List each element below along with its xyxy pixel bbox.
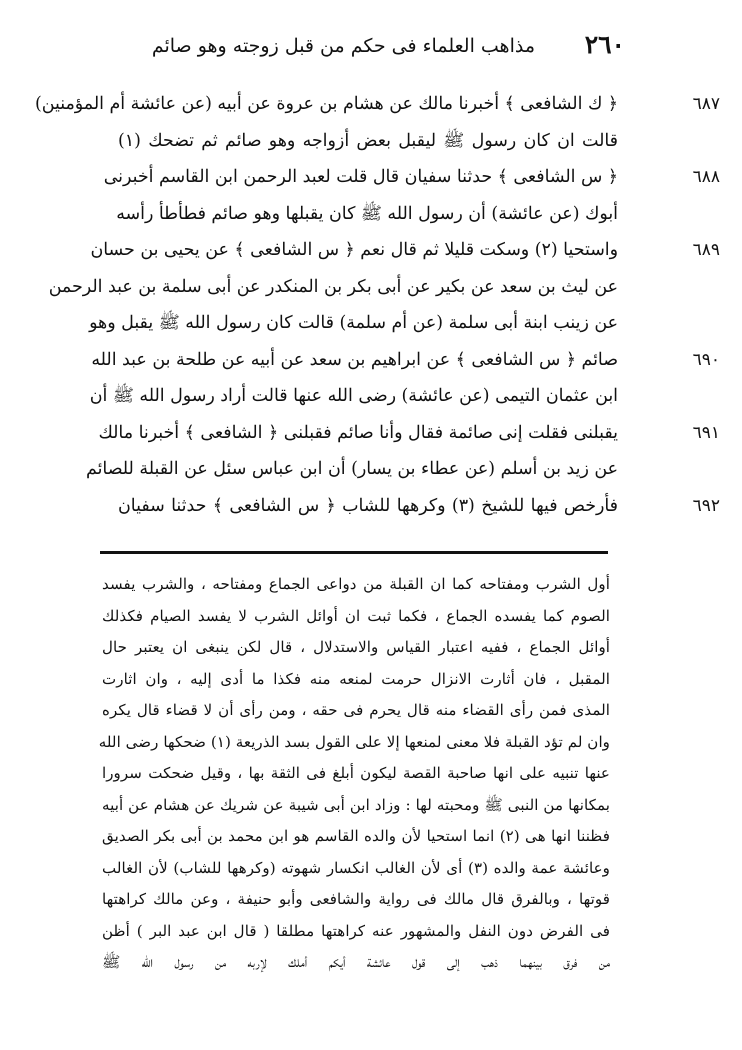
text-line <box>20 123 720 160</box>
line-text: عن ليث بن سعد عن بكير عن أبى بكر بن المنكدر عن أبى سلمة بن عبد الرحمن <box>48 276 618 297</box>
hadith-number: ٦٩٠ <box>692 349 720 370</box>
text-line <box>20 451 720 488</box>
footnote-line: الصوم كما يفسده الجماع ، فكما ثبت ان أوائل الشرب لا يفسد الصيام فكذلك <box>102 606 610 625</box>
hadith-number: ٦٨٨ <box>692 167 720 187</box>
hadith-number: ٦٨٧ <box>692 94 720 114</box>
footnotes <box>98 569 610 979</box>
footnote-line: وعائشة عمة والده (٣) أى لأن الغالب انكسار شهوته (وكرهها للشاب) لأن الغالب <box>102 858 610 877</box>
running-title: مذاهب العلماء فى حكم من قبل زوجته وهو صائم <box>151 35 535 57</box>
line-text: ابن عثمان التيمى (عن عائشة) رضى الله عنها قالت أراد رسول الله ﷺ أن <box>89 386 618 406</box>
line-text: صائم ﴿ س الشافعى ﴾ عن ابراهيم بن سعد عن أبيه عن طلحة بن عبد الله <box>91 349 618 370</box>
line-text: ﴿ س الشافعى ﴾ حدثنا سفيان قال قلت لعبد الرحمن ابن القاسم أخبرنى <box>103 167 618 187</box>
line-text: واستحيا (٢) وسكت قليلا ثم قال نعم ﴿ س الشافعى ﴾ عن يحيى بن حسان <box>90 240 618 260</box>
footnote-line: فظننا انها هى (٢) انما استحيا لأن والده القاسم هو ابن محمد بن أبى بكر الصديق <box>102 827 610 845</box>
footnote-line: المقبل ، فان أثارت الانزال حرمت لمنعه منه فكذا ما أدى إليه ، وان اثارت <box>102 669 610 688</box>
text-line <box>20 269 720 306</box>
text-line <box>20 86 720 123</box>
hadith-number: ٦٩٢ <box>692 495 720 516</box>
footnote-line: المذى فمن رأى القضاء منه قال يحرم فى حقه ، ومن رأى أن لا قضاء قال يكره <box>102 701 610 719</box>
footnote-line: فى الفرض دون النفل والمشهور عنه كراهتها مطلقا ( قال ابن عبد البر ) أظن <box>102 921 610 940</box>
footnote-line: أول الشرب ومفتاحه كما ان القبلة من دواعى الجماع ومفتاحه ، والشرب يفسد <box>102 575 610 593</box>
main-text <box>20 86 720 524</box>
page-number: ٢٦٠ <box>584 30 625 59</box>
line-text: عن زيد بن أسلم (عن عطاء بن يسار) أن ابن عباس سئل عن القبلة للصائم <box>86 459 618 479</box>
text-line <box>20 488 720 525</box>
text-line <box>20 305 720 342</box>
footnote-line: وان لم تؤد القبلة فلا معنى لمنعها إلا على القول بسد الذريعة (١) ضحكها رضى الله <box>98 732 610 751</box>
text-line <box>20 415 720 452</box>
footnote-line: بمكانها من النبى ﷺ ومحبته لها : وزاد ابن أبى شيبة عن شريك عن هشام عن أبيه <box>102 795 610 814</box>
text-line <box>20 378 720 415</box>
text-line <box>20 342 720 379</box>
footnote-separator <box>100 551 608 554</box>
line-text: أبوك (عن عائشة) أن رسول الله ﷺ كان يقبلها وهو صائم فطأطأ رأسه <box>116 203 618 224</box>
line-text: ﴿ ك الشافعى ﴾ أخبرنا مالك عن هشام بن عروة عن أبيه (عن عائشة أم المؤمنين) <box>34 94 618 114</box>
text-line <box>20 159 720 196</box>
line-text: قالت ان كان رسول ﷺ ليقبل بعض أزواجه وهو صائم ثم تضحك (١) <box>118 130 618 151</box>
hadith-number: ٦٨٩ <box>692 240 720 260</box>
line-text: يقبلنى فقلت إنى صائمة فقال وأنا صائم فقبلنى ﴿ الشافعى ﴾ أخبرنا مالك <box>98 422 618 443</box>
line-text: فأرخص فيها للشيخ (٣) وكرهها للشاب ﴿ س الشافعى ﴾ حدثنا سفيان <box>118 495 618 516</box>
text-line <box>20 196 720 233</box>
line-text: عن زينب ابنة أبى سلمة (عن أم سلمة) قالت كان رسول الله ﷺ يقبل وهو <box>89 313 618 333</box>
footnote-line: قوتها ، وبالفرق قال مالك فى رواية والشافعى وأبو حنيفة ، وعن مالك كراهتها <box>102 890 610 908</box>
text-line <box>20 232 720 269</box>
footnote-line: من فرق بينهما ذهب إلى قول عائشة أيكم أملك لإربه من رسول الله ﷺ <box>102 953 610 971</box>
footnote-line: أوائل الجماع ، ففيه اعتبار القياس والاستدلال ، قال لكن ينبغى ان يعتبر حال <box>102 638 610 656</box>
footnote-line: عنها تنبيه على انها صاحبة القصة ليكون أبلغ فى الثقة بها ، وقيل ضحكت سرورا <box>102 764 610 782</box>
page-header <box>120 30 625 64</box>
hadith-number: ٦٩١ <box>692 422 720 443</box>
